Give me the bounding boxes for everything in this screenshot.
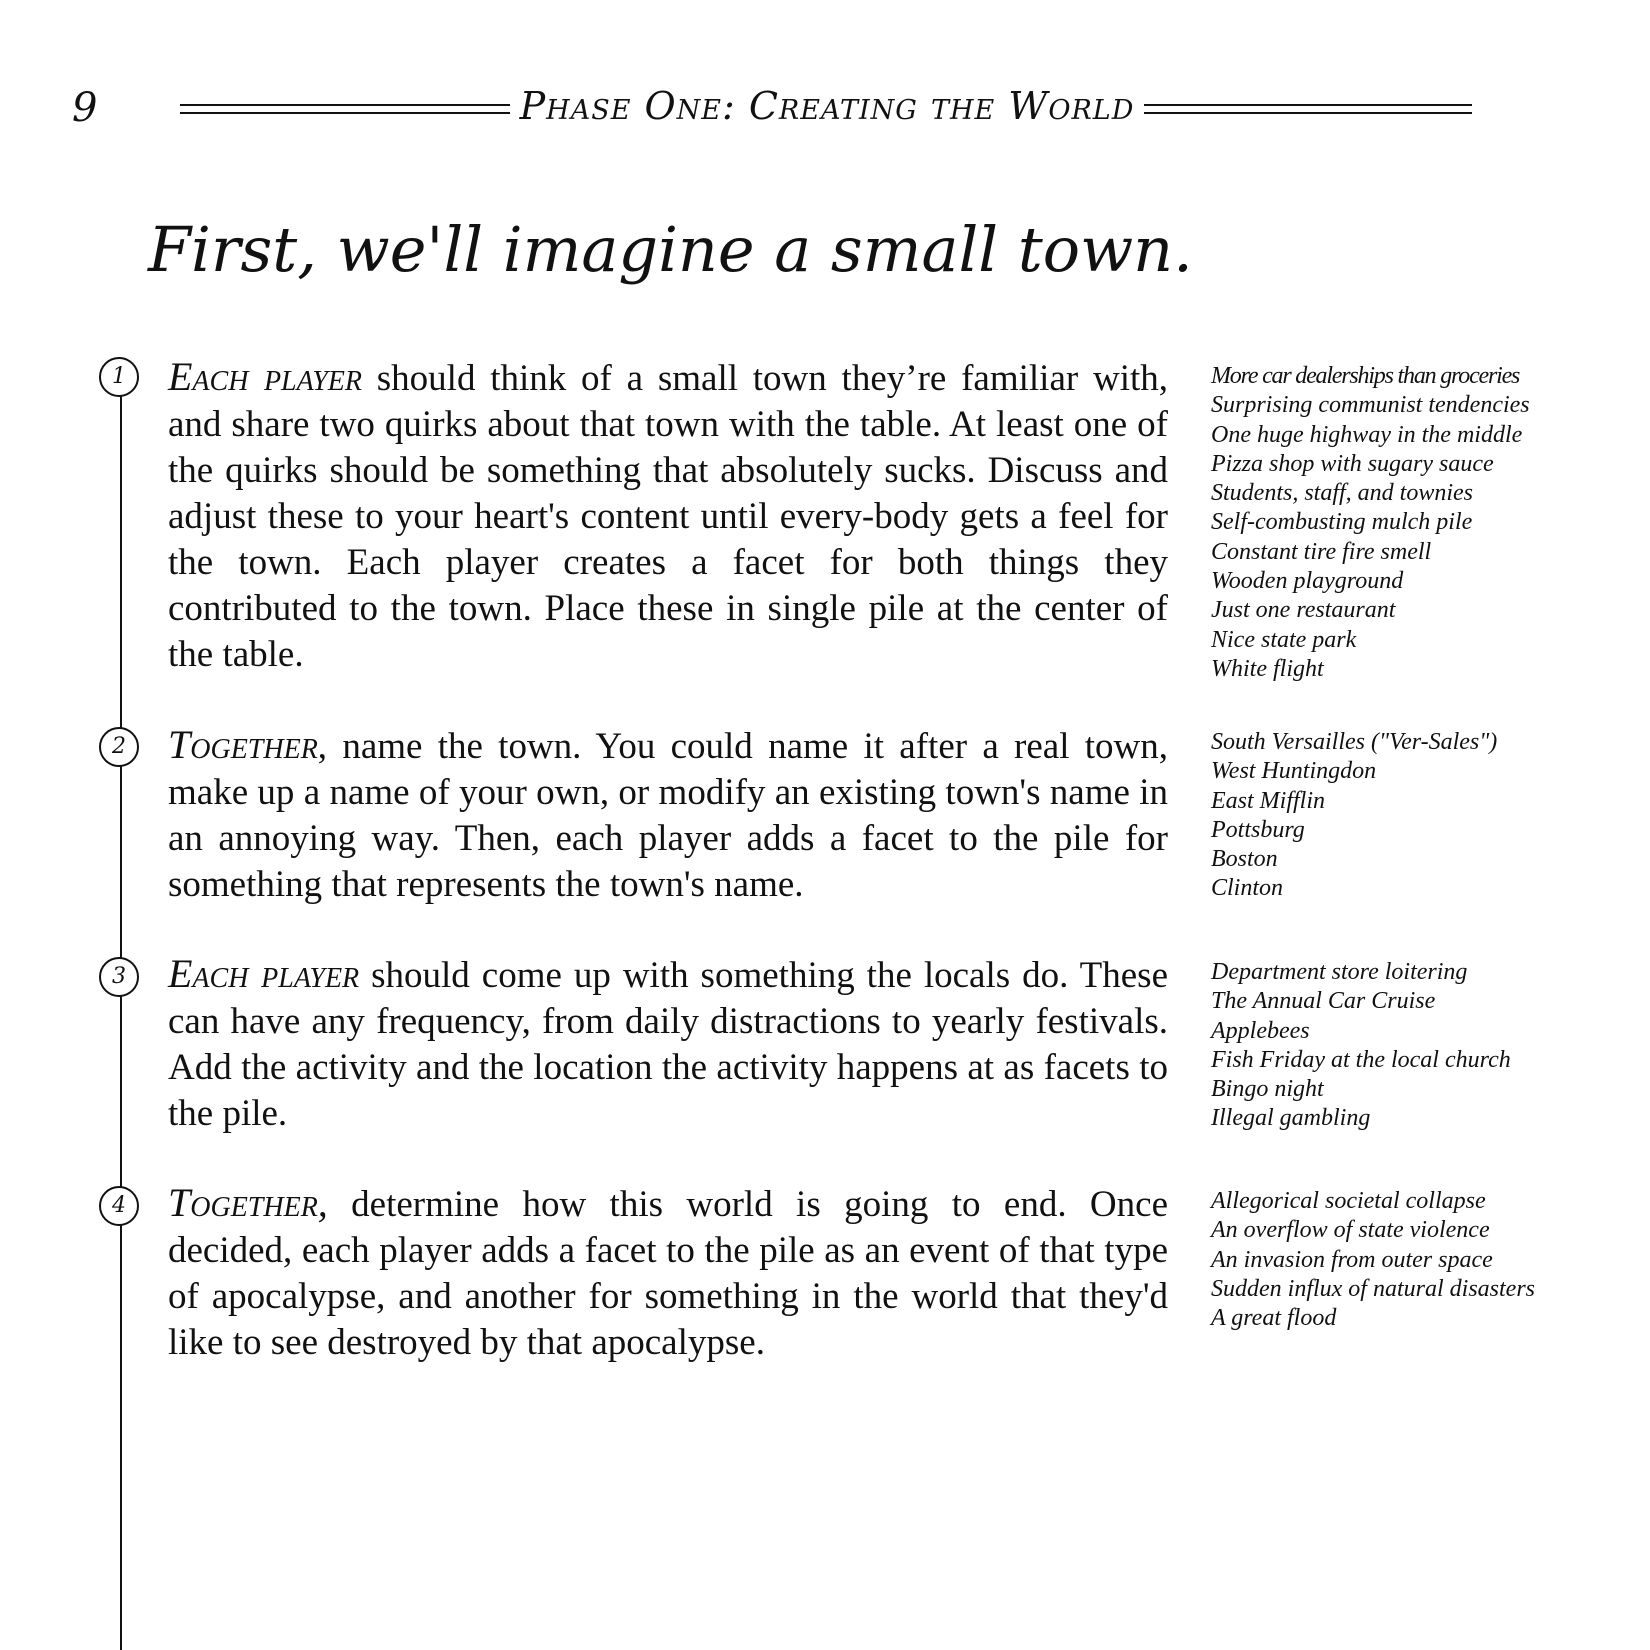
example-item: Nice state park	[1211, 626, 1357, 653]
example-item: The Annual Car Cruise	[1211, 988, 1436, 1015]
step-2-marker: 2	[99, 727, 139, 767]
header-rule-left	[180, 104, 510, 114]
step-2-body: , name the town. You could name it after a real town, make up a name of your own, or modify an existing town's name in an annoying way. Then, each player adds a facet to the pile for something that represents the town's name.	[168, 726, 1168, 905]
step-3-lead: Each player	[168, 951, 360, 996]
example-item: Bingo night	[1211, 1076, 1324, 1103]
step-4-text	[168, 1180, 1168, 1366]
example-item: More car dealerships than groceries	[1211, 363, 1520, 389]
running-header-title: Phase One: Creating the World	[519, 84, 1135, 128]
example-item: Constant tire fire smell	[1211, 538, 1432, 565]
example-item: Self-combusting mulch pile	[1211, 509, 1473, 536]
step-3-marker: 3	[99, 957, 139, 997]
example-item: Clinton	[1211, 875, 1284, 902]
example-item: Pottsburg	[1211, 816, 1305, 843]
example-item: South Versailles ("Ver-Sales")	[1211, 729, 1498, 755]
example-item: Allegorical societal collapse	[1211, 1188, 1486, 1214]
step-1-examples	[1211, 362, 1641, 684]
step-3-body: should come up with something the locals do. These can have any frequency, from daily distractions to yearly festivals. Add the activity and the location the activity happens at as facets to the pile.	[168, 955, 1168, 1134]
step-1-body: should think of a small town they’re familiar with, and share two quirks about that town with the table. At least one of the quirks should be something that absolutely sucks. Discuss and adjust these to your heart's content until every-body gets a feel for the town. Each player creates a facet for both things they contributed to the town. Place these in single pile at the center of the table.	[168, 358, 1169, 675]
step-2-text	[168, 722, 1168, 908]
example-item: Surprising communist tendencies	[1211, 392, 1530, 419]
timeline-line	[120, 360, 122, 1650]
page-number: 9	[72, 85, 98, 131]
step-2-lead: Together	[168, 722, 318, 767]
example-item: East Mifflin	[1211, 787, 1325, 814]
section-heading: First, we'll imagine a small town.	[148, 213, 1193, 286]
example-item: Students, staff, and townies	[1211, 480, 1474, 507]
example-item: Sudden influx of natural disasters	[1211, 1275, 1535, 1302]
step-3-examples	[1211, 958, 1641, 1134]
example-item: Just one restaurant	[1211, 597, 1396, 624]
step-3-text	[168, 951, 1168, 1137]
step-1-lead: Each player	[168, 354, 362, 399]
example-item: Illegal gambling	[1211, 1105, 1371, 1132]
example-item: An overflow of state violence	[1211, 1217, 1490, 1244]
example-item: West Huntingdon	[1211, 758, 1377, 785]
step-1-marker: 1	[99, 357, 139, 397]
step-4-marker: 4	[99, 1186, 139, 1226]
example-item: Pizza shop with sugary sauce	[1211, 450, 1494, 477]
example-item: White flight	[1211, 655, 1324, 682]
example-item: A great flood	[1211, 1305, 1337, 1332]
example-item: Fish Friday at the local church	[1211, 1046, 1511, 1073]
example-item: Applebees	[1211, 1017, 1310, 1044]
header-rule-right	[1144, 104, 1472, 114]
step-4-examples	[1211, 1187, 1641, 1333]
step-2-examples	[1211, 728, 1641, 904]
example-item: Wooden playground	[1211, 568, 1404, 595]
example-item: Department store loitering	[1211, 959, 1468, 985]
example-item: An invasion from outer space	[1211, 1246, 1493, 1273]
step-4-body: determine how this world is going to end. Once decided, each player adds a facet to the pile as an event of that type of apocalypse, and another for something in the world that they'd like to see destroyed by that apocalypse.	[168, 1184, 1168, 1363]
example-item: Boston	[1211, 846, 1278, 873]
example-item: One huge highway in the middle	[1211, 421, 1523, 448]
step-4-lead: Together,	[168, 1180, 328, 1225]
step-1-text	[168, 354, 1168, 678]
